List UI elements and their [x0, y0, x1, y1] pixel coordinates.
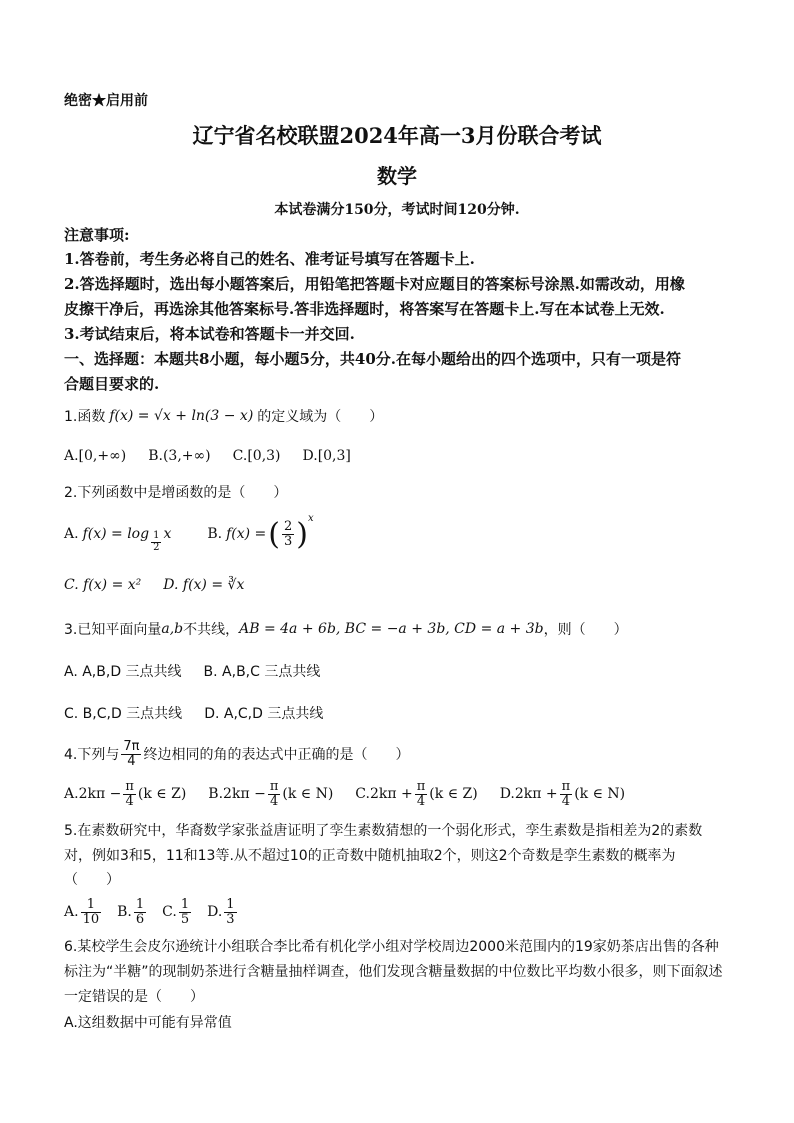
q4-option-c-pre: 2kπ + [369, 786, 413, 802]
notes-heading: 注意事项: [64, 226, 130, 244]
section1-heading-line2: 合题目要求的. [64, 375, 160, 393]
note-2-line2: 皮擦干净后，再选涂其他答案标号.答非选择题时，将答案写在答题卡上.写在本试卷上无效. [64, 300, 665, 318]
q1-suffix: 的定义域为（ ） [257, 409, 384, 425]
q1-prefix: 1.函数 [64, 409, 106, 425]
q3-option-b: B. A,B,C 三点共线 [203, 664, 321, 680]
q5-option-d-label: D. [207, 904, 223, 920]
q4-option-a-label: A. [64, 786, 79, 802]
question-6-line2: 标注为“半糖”的现制奶茶进行含糖量抽样调查，他们发现含糖量数据的中位数比平均数小很多，则下面叙述 [64, 964, 723, 980]
q4-option-d-label: D. [499, 786, 515, 802]
q4-angle-fraction [121, 740, 141, 768]
question-2-options-ab: A. f(x) = log $\frac{1}{2}$ x B. f(x) = ( $\frac{2}{3}$ ) x [64, 512, 314, 553]
q4-option-d-pre: 2kπ + [514, 786, 558, 802]
q2-exponent: x [308, 512, 314, 524]
q4-prefix: 4.下列与 [64, 747, 120, 763]
q3-mid: 不共线， [183, 622, 240, 638]
q4-option-b-fraction: $\frac{\pi}{4}$ [269, 778, 279, 809]
secret-label: 绝密★启用前 [64, 93, 148, 109]
question-3-stem [64, 619, 628, 639]
exam-title: 辽宁省名校联盟2024年高一3月份联合考试 [192, 123, 602, 148]
q2-fraction-num: 2 [284, 518, 293, 534]
q5-option-b-label: B. [117, 904, 132, 920]
q3-option-c: C. B,C,D 三点共线 [64, 706, 183, 722]
q4-option-a-fraction: $\frac{\pi}{4}$ [125, 778, 134, 809]
note-1: 1.答卷前，考生务必将自己的姓名、准考证号填写在答题卡上. [64, 250, 475, 268]
q4-option-a-post: (k ∈ Z) [137, 786, 187, 802]
q3-vectors: a,b [161, 621, 184, 637]
q2-log-base-den: 2 [153, 541, 160, 553]
q5-option-a-label: A. [64, 904, 79, 920]
q3-option-a: A. A,B,D 三点共线 [64, 664, 182, 680]
q2-option-d: D. f(x) = ∛x [163, 577, 245, 593]
subject-title: 数学 [377, 164, 417, 188]
q2-option-b-label: B. [207, 526, 223, 542]
note-2-line1: 2.答选择题时，选出每小题答案后，用铅笔把答题卡对应题目的答案标号涂黑.如需改动，用橡 [64, 275, 685, 293]
question-3-options-ab [64, 661, 342, 681]
q2-option-a-expr: f(x) = log [82, 526, 150, 542]
q4-option-b-label: B. [208, 786, 224, 802]
q2-log-base [151, 531, 161, 553]
question-2-options-cd [64, 577, 266, 593]
q1-option-c: C.[0,3) [232, 448, 281, 464]
question-4-options [64, 776, 625, 812]
q4-angle-den: 4 [127, 753, 136, 769]
q5-option-a-fraction: $\frac{1}{10}$ [82, 896, 100, 927]
q1-option-a: A.[0,+∞) [64, 448, 127, 464]
q4-option-d-post: (k ∈ N) [574, 786, 626, 802]
q4-option-d-fraction: $\frac{\pi}{4}$ [561, 778, 571, 809]
note-3: 3.考试结束后，将本试卷和答题卡一并交回. [64, 325, 355, 343]
question-1-stem [64, 406, 383, 426]
q1-option-b: B.(3,+∞) [148, 448, 211, 464]
section1-heading-line1: 一、选择题：本题共8小题，每小题5分，共40分.在每小题给出的四个选项中，只有一项是符 [64, 350, 681, 368]
q5-option-c-label: C. [162, 904, 177, 920]
q4-option-c-post: (k ∈ Z) [429, 786, 478, 802]
q4-option-c-label: C. [355, 786, 370, 802]
question-5-line2: 对，例如3和5，11和13等.从不超过10的正奇数中随机抽取2个，则这2个奇数是孪生素数的概率为 [64, 848, 676, 864]
q1-option-d: D.[0,3] [302, 448, 351, 464]
q2-log-base-num: 1 [153, 530, 160, 541]
q1-function-expression: f(x) = √x + ln(3 − x) [109, 408, 254, 424]
q2-option-b-expr: f(x) = [226, 526, 267, 542]
q2-option-a-arg: x [163, 526, 172, 542]
question-4-stem [64, 736, 409, 772]
question-1-options [64, 448, 373, 464]
q3-prefix: 3.已知平面向量 [64, 622, 162, 638]
q4-angle-num: 7π [123, 738, 140, 754]
q3-suffix: ，则（ ） [543, 622, 628, 638]
question-5-line1: 5.在素数研究中，华裔数学家张益唐证明了孪生素数猜想的一个弱化形式，孪生素数是指相差为2的素数 [64, 823, 703, 839]
question-5-line3: （ ） [64, 872, 120, 888]
q2-fraction-den: 3 [284, 533, 293, 549]
q5-option-b-fraction: $\frac{1}{6}$ [135, 896, 145, 927]
q2-option-a-label: A. [64, 526, 79, 542]
q5-option-d-fraction: $\frac{1}{3}$ [226, 896, 235, 927]
question-5-options [64, 893, 239, 931]
q4-option-c-fraction: $\frac{\pi}{4}$ [416, 778, 426, 809]
question-3-options-cd [64, 703, 345, 723]
question-2-stem: 2.下列函数中是增函数的是（ ） [64, 485, 288, 501]
q2-fraction [282, 520, 294, 548]
q3-vector-expressions: AB = 4a + 6b, BC = −a + 3b, CD = a + 3b [239, 621, 544, 637]
question-6-line3: 一定错误的是（ ） [64, 989, 204, 1005]
q6-option-a: A.这组数据中可能有异常值 [64, 1015, 232, 1031]
q2-option-c: C. f(x) = x² [64, 577, 142, 593]
q4-option-b-post: (k ∈ N) [282, 786, 334, 802]
q4-option-a-pre: 2kπ − [78, 786, 122, 802]
q3-option-d: D. A,C,D 三点共线 [204, 706, 324, 722]
q4-option-b-pre: 2kπ − [223, 786, 266, 802]
q5-option-c-fraction: $\frac{1}{5}$ [180, 896, 190, 927]
q4-suffix: 终边相同的角的表达式中正确的是（ ） [143, 747, 410, 763]
exam-info: 本试卷满分150分，考试时间120分钟. [274, 202, 520, 218]
question-6-line1: 6.某校学生会皮尔逊统计小组联合李比希有机化学小组对学校周边2000米范围内的19家奶茶店出售的各种 [64, 939, 719, 955]
